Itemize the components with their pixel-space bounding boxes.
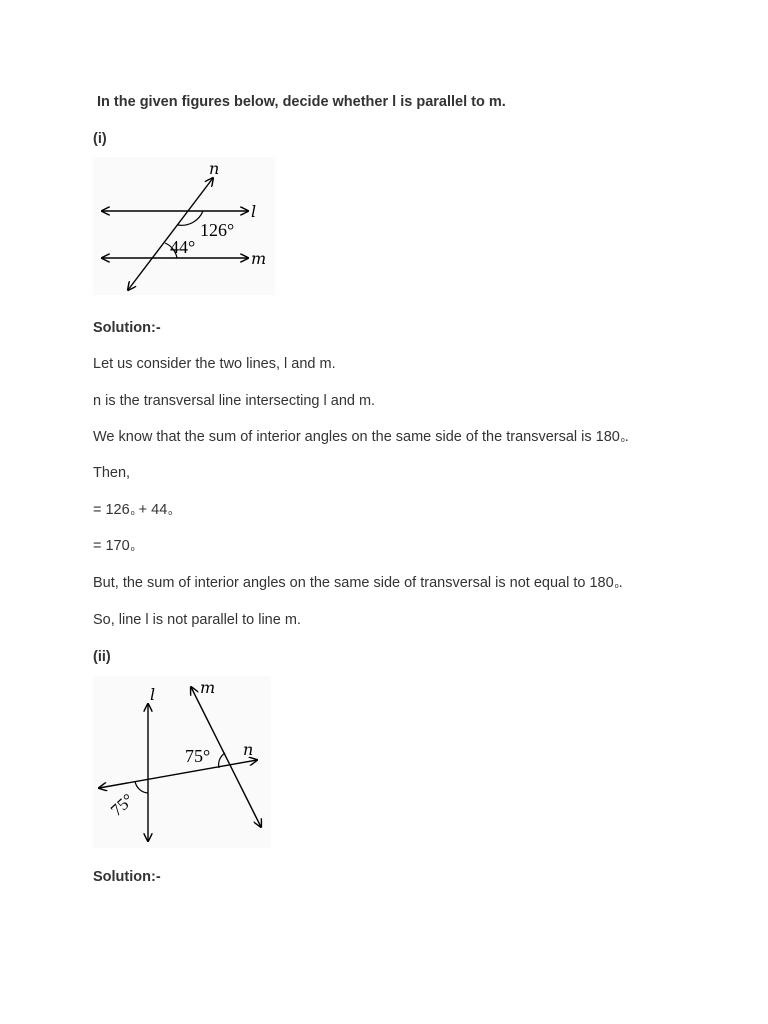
degree-sup: o (620, 437, 625, 444)
solution-line: Then, (93, 465, 131, 481)
solution-line (93, 537, 135, 559)
solution-text: = 126 (93, 502, 130, 518)
solution-line: n is the transversal line intersecting l and m. (93, 393, 376, 409)
solution-text: . (624, 429, 629, 445)
part-ii-label: (ii) (93, 649, 111, 665)
angle-44-label: 44° (170, 237, 196, 257)
solution-line: Let us consider the two lines, l and m. (93, 356, 336, 372)
solution-line (93, 501, 172, 523)
figure-ii (93, 676, 271, 848)
question-text: In the given figures below, decide whether l is parallel to m. (97, 94, 506, 110)
part-i-label: (i) (93, 131, 107, 147)
solution-text: But, the sum of interior angles on the same side of transversal is not equal to 180 (93, 575, 614, 591)
solution-text: . (618, 575, 623, 591)
degree-sup: o (130, 546, 135, 553)
solution-line (93, 574, 623, 596)
label-n: n (209, 159, 220, 178)
label-m: m (251, 249, 267, 268)
label-l: l (251, 202, 257, 221)
degree-sup: o (130, 510, 135, 517)
solution-text: + 44 (134, 502, 168, 518)
solution-text: We know that the sum of interior angles on the same side of the transversal is 180 (93, 429, 620, 445)
label-m: m (200, 678, 216, 697)
angle-arc-75-lower (135, 781, 148, 793)
solution-text: = 170 (93, 538, 130, 554)
angle-75-lower-label: 75° (106, 789, 138, 820)
figure-ii-diagram (93, 676, 271, 848)
solution-heading-i: Solution:- (93, 320, 161, 336)
angle-126-label: 126° (200, 220, 235, 240)
solution-heading-ii: Solution:- (93, 869, 161, 885)
figure-i (93, 157, 275, 295)
figure-i-diagram (93, 157, 275, 295)
angle-75-upper-label: 75° (185, 746, 211, 766)
degree-sup: o (168, 510, 173, 517)
degree-sup: o (614, 583, 619, 590)
solution-line (93, 428, 629, 450)
solution-line: So, line l is not parallel to line m. (93, 612, 301, 628)
line-n (99, 760, 257, 788)
label-l: l (150, 685, 156, 704)
label-n: n (243, 740, 254, 759)
